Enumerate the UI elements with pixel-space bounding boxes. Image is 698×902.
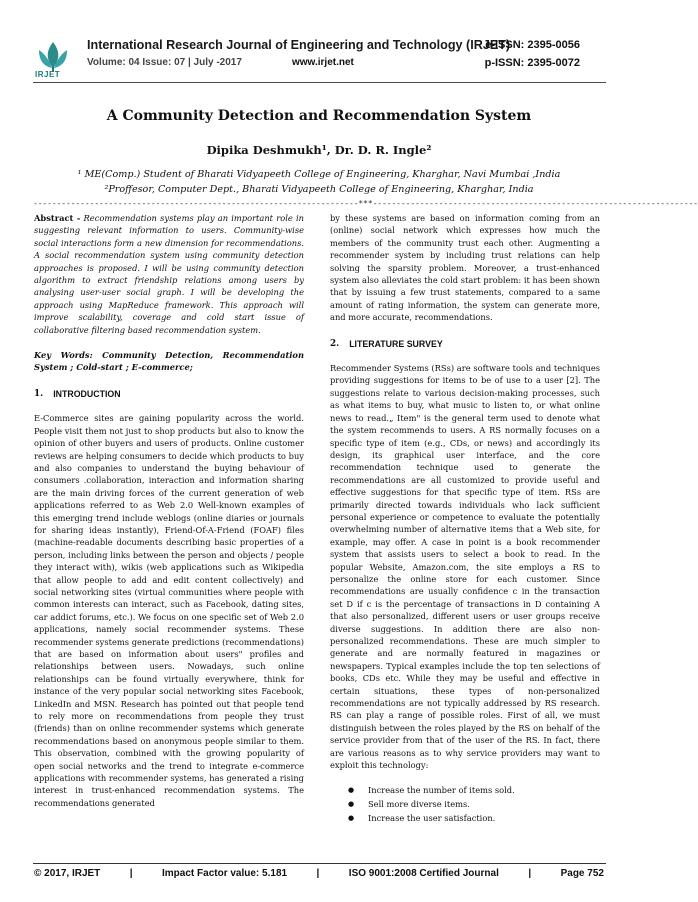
introduction-continued-text: by these systems are based on information coming from an (online) social network which expresses how much the members of the community trust each other. Augmenting a recommender system by including trust relations can help solving the sparsity problem. Moreover, a trust-enhanced system also alleviates the cold start problem: it has been shown that by issuing a few trust statements, compared to a same amount of rating information, the system can generate more, and more accurate, recommendations.: [330, 213, 600, 323]
keywords: [34, 349, 304, 374]
abstract-text: Recommendation systems play an important role in suggesting relevant information to users. Community-wise social interactions form a new dimension for recommendations. A social recommendation system using community detection approaches is proposed. I will be using community detection algorithm to extract friendship relations among users by analysing user-user social graph. I will be developing the approach using MapReduce framework. This approach will improve scalability, coverage and cold start issue of collaborative filtering based recommendation system.: [34, 213, 304, 335]
footer-impact-factor: Impact Factor value: 5.181: [162, 868, 288, 879]
section-heading-literature-survey: [330, 338, 600, 350]
journal-website-link[interactable]: www.irjet.net: [292, 57, 354, 68]
footer-divider: [33, 863, 606, 864]
list-item: ● Increase the number of items sold.: [368, 783, 600, 797]
abstract: [34, 212, 304, 336]
logo-text: IRJET: [35, 70, 61, 79]
section-number: 2.: [330, 338, 340, 349]
p-issn: p-ISSN: 2395-0072: [484, 57, 580, 69]
section-number: 1.: [34, 388, 44, 399]
list-item: ● Sell more diverse items.: [368, 797, 600, 811]
header-divider: [33, 82, 606, 83]
paper-authors: Dipika Deshmukh¹, Dr. D. R. Ingle²: [206, 143, 432, 157]
introduction-text: E-Commerce sites are gaining popularity across the world. People visit them not just to shop products but also to know the opinion of other buyers and users of products. Online customer reviews are helping consumers to decide which products to buy and also companies to understand the buying behaviour of consumers .collaboration, interaction and information sharing are the main driving forces of the current generation of web applications referred to as Web 2.0 Well-known examples of this emerging trend include weblogs (online diaries or journals for sharing ideas instantly), Friend-Of-A-Friend (FOAF) files (machine-readable documents describing basic properties of a person, including links between the person and objects / people they interact with), wikis (web applications such as Wikipedia that allow people to add and edit content collectively) and social networking sites (virtual communities where people with common interests can interact, such as Facebook, dating sites, car addict forums, etc.). We focus on one specific set of Web 2.0 applications, namely social recommender systems. These recommender systems generate predictions (recommendations) that are based on information about users" profiles and relationships between users. Nowadays, such online relationships can be found virtually everywhere, think for instance of the very popular social networking sites Facebook, LinkedIn and MSN. Research has pointed out that people tend to rely more on recommendations from people they trust (friends) than on online recommender systems which generate recommendations based on anonymous people similar to them. This observation, combined with the growing popularity of open social networks and the trend to integrate e-commerce applications with recommender systems, has generated a rising interest in trust-enhanced recommendation systems. The recommendations generated: [34, 413, 304, 808]
keywords-label: Key Words:: [34, 350, 93, 361]
footer-page-number: Page 752: [560, 868, 604, 879]
keywords-text: Community Detection, Recommendation System ; Cold-start ; E-commerce;: [34, 350, 304, 373]
section-title: LITERATURE SURVEY: [349, 338, 443, 349]
affiliation-2: ²Proffesor, Computer Dept., Bharati Vidyapeeth College of Engineering, Kharghar, India: [104, 184, 534, 195]
separator-line: ---------------------------------------------------------------------***---------------------------------------------------------------------: [33, 199, 698, 208]
section-title: INTRODUCTION: [53, 388, 121, 399]
reasons-list: [330, 783, 600, 825]
right-column: [330, 212, 600, 825]
footer-separator: |: [528, 868, 532, 879]
irjet-logo-icon: [33, 40, 73, 86]
footer-separator: |: [316, 868, 320, 879]
paper-title: A Community Detection and Recommendation System: [106, 108, 532, 124]
page-footer: [34, 868, 604, 879]
footer-iso: ISO 9001:2008 Certified Journal: [348, 868, 499, 879]
e-issn: e-ISSN: 2395-0056: [485, 39, 580, 51]
affiliation-1: ¹ ME(Comp.) Student of Bharati Vidyapeeth College of Engineering, Kharghar, Navi Mumbai ,India: [77, 169, 561, 180]
list-item: ● Increase the user satisfaction.: [368, 811, 600, 825]
volume-issue: Volume: 04 Issue: 07 | July -2017: [87, 57, 242, 68]
journal-name: International Research Journal of Engineering and Technology (IRJET): [87, 38, 511, 52]
literature-survey-text: Recommender Systems (RSs) are software tools and techniques providing suggestions for items to be of use to a user [2]. The suggestions relate to various decision-making processes, such as what items to buy, what music to listen to, or what online news to read.„ Item" is the general term used to denote what the system recommends to users. A RS normally focuses on a specific type of item (e.g., CDs, or news) and accordingly its design, its graphical user interface, and the core recommendation technique used to generate the recommendations are all customized to provide useful and effective suggestions for that specific type of item. RSs are primarily directed towards individuals who lack sufficient personal experience or competence to evaluate the potentially overwhelming number of alternative items that a Web site, for example, may offer. A case in point is a book recommender system that assists users to select a book to read. In the popular Website, Amazon.com, the site employs a RS to personalize the online store for each customer. Since recommendations are usually confidence c in the transaction set D if c is the percentage of transactions in D containing A that also personalized, different users or user groups receive diverse suggestions. In addition there are also non-personalized recommendations. These are much simpler to generate and are normally featured in magazines or newspapers. Typical examples include the top ten selections of books, CDs etc. While they may be useful and effective in certain situations, these types of non-personalized recommendations are not typically addressed by RS research. RS can play a range of possible roles. First of all, we must distinguish between the roles played by the RS on behalf of the service provider from that of the user of the RS. In fact, there are various reasons as to why service providers may want to exploit this technology:: [330, 363, 600, 771]
footer-separator: |: [129, 868, 133, 879]
footer-copyright: © 2017, IRJET: [34, 868, 101, 879]
abstract-label: Abstract -: [34, 213, 81, 223]
section-heading-introduction: [34, 388, 304, 400]
left-column: [34, 212, 304, 809]
